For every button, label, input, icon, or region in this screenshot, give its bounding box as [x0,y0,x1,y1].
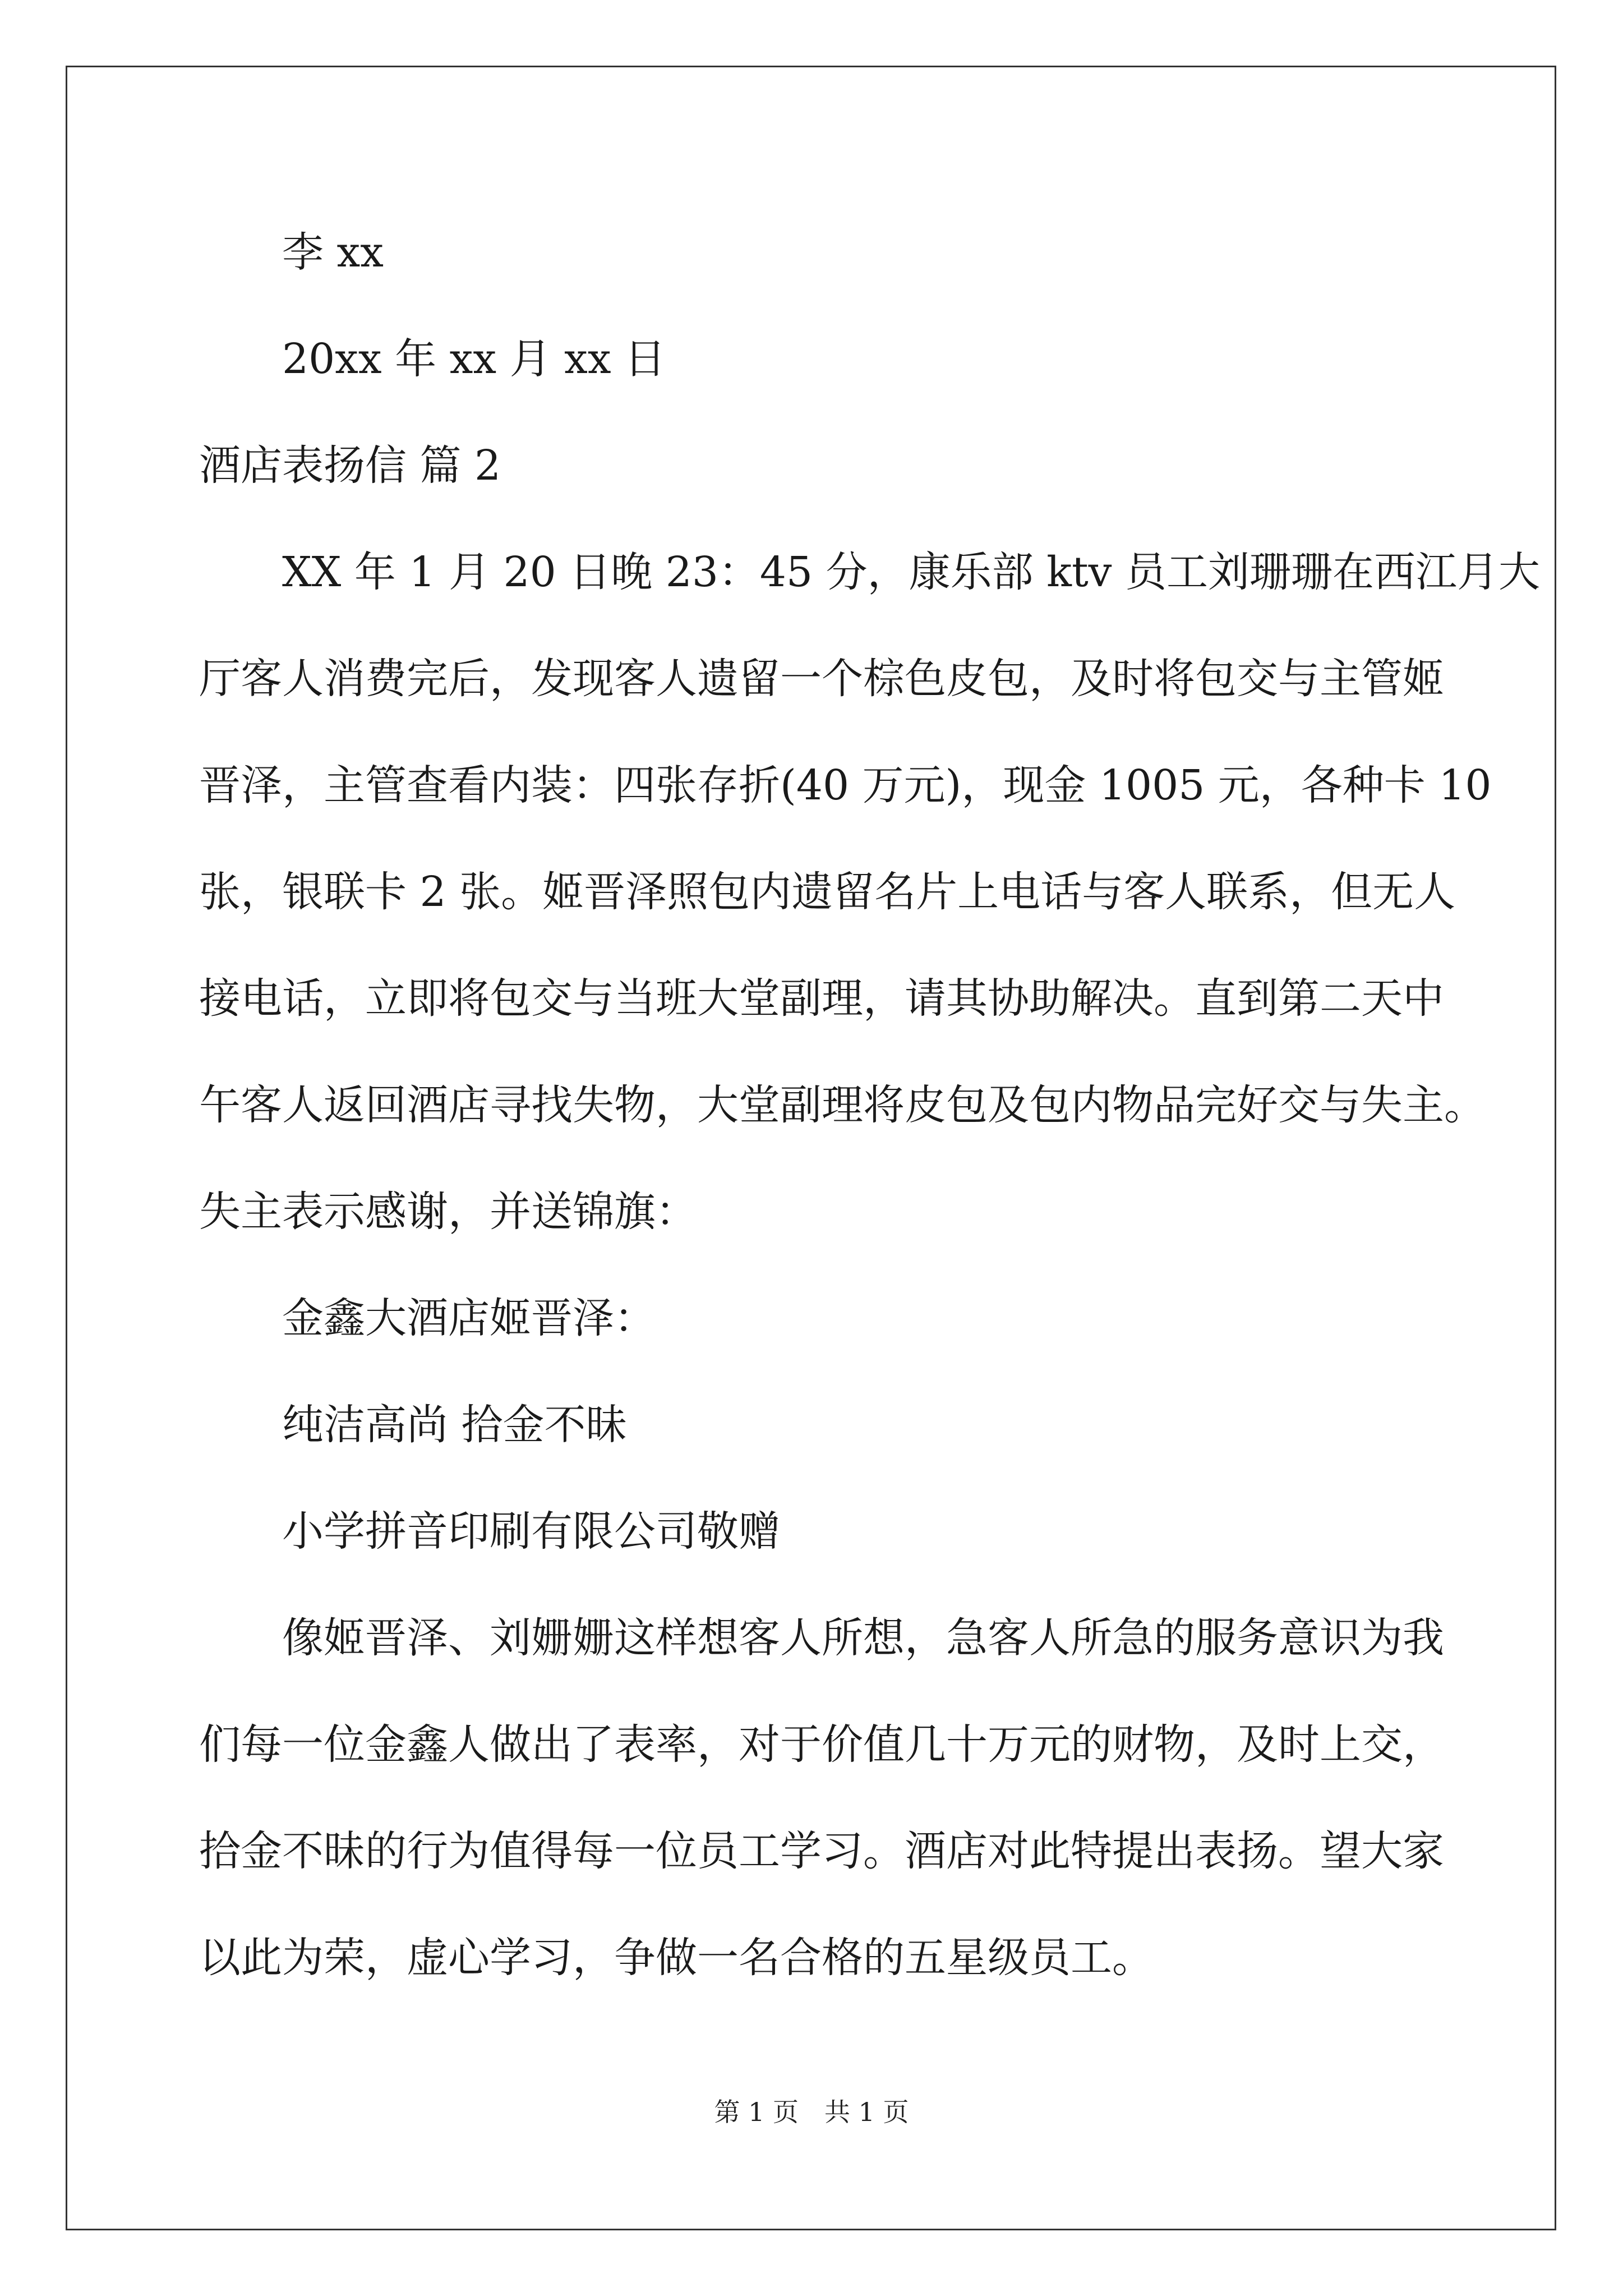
page-footer: 第 1 页 共 1 页 [714,2097,909,2127]
body-line: 接电话，立即将包交与当班大堂副理，请其协助解决。直到第二天中 [199,974,1444,1023]
body-line: XX 年 1 月 20 日晚 23：45 分，康乐部 ktv 员工刘珊珊在西江月大 [282,548,1541,596]
closing-line: 们每一位金鑫人做出了表率，对于价值几十万元的财物，及时上交， [199,1720,1444,1769]
closing-line: 拾金不昧的行为值得每一位员工学习。酒店对此特提出表扬。望大家 [199,1827,1444,1875]
body-line: 张，银联卡 2 张。姬晋泽照包内遗留名片上电话与客人联系，但无人 [199,868,1456,916]
banner-motto: 纯洁高尚 拾金不昧 [282,1401,628,1449]
page-border [66,66,1556,2230]
banner-recipient: 金鑫大酒店姬晋泽： [282,1294,656,1342]
body-line: 晋泽，主管查看内装：四张存折(40 万元)，现金 1005 元，各种卡 10 [199,761,1492,809]
body-line: 午客人返回酒店寻找失物，大堂副理将皮包及包内物品完好交与失主。 [199,1081,1486,1129]
closing-line: 像姬晋泽、刘姗姗这样想客人所想，急客人所急的服务意识为我 [282,1614,1444,1662]
section-title: 酒店表扬信 篇 2 [199,441,501,490]
signature-date: 20xx 年 xx 月 xx 日 [282,335,666,383]
body-line: 厅客人消费完后，发现客人遗留一个棕色皮包，及时将包交与主管姬 [199,655,1444,703]
closing-line: 以此为荣，虚心学习，争做一名合格的五星级员工。 [199,1934,1154,1982]
body-line: 失主表示感谢，并送锦旗： [199,1188,697,1236]
signature-name: 李 xx [282,228,384,277]
banner-giver: 小学拼音印刷有限公司敬赠 [282,1507,780,1556]
